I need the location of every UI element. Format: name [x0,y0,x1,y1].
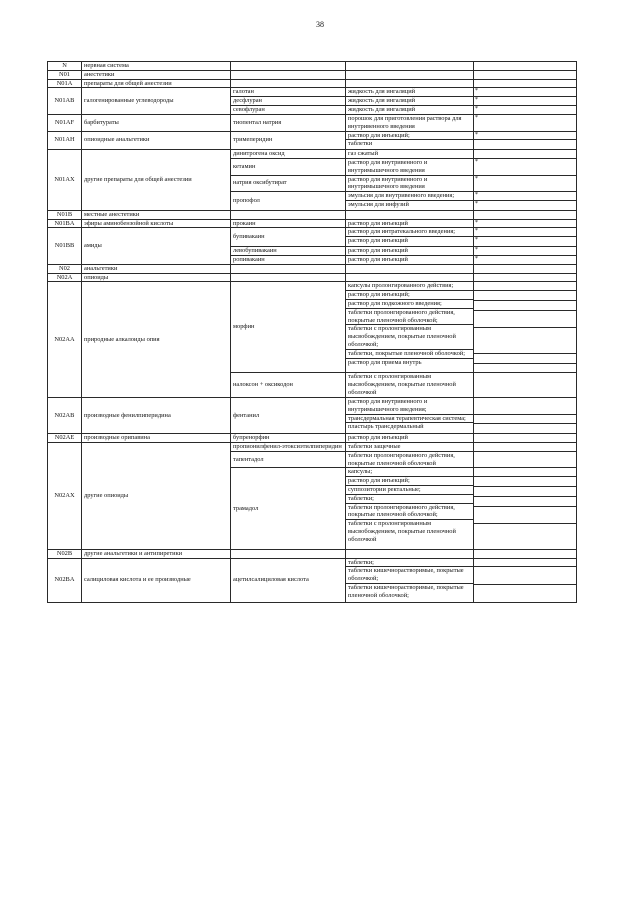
row-substance: бупренорфин [231,434,346,443]
row-dosage-forms [346,114,474,131]
row-group: препараты для общей анестезии [82,79,231,88]
row-dosage-forms [346,434,474,443]
dosage-form: раствор для внутривенного и внутримышечного введения; [348,397,428,413]
row-substance [231,70,346,79]
row-marks [474,88,577,97]
row-group: опиоиды [82,273,231,282]
row-marks [474,468,577,549]
marker: * [474,200,577,210]
table-row [48,442,577,451]
row-marks [474,158,577,175]
table-row [48,62,577,71]
row-code: N02AA [48,282,82,398]
marker: * [475,114,478,121]
row-dosage-forms [346,106,474,115]
row-marks [474,397,577,433]
marker [474,584,577,602]
dosage-form: жидкость для ингаляций [348,106,416,114]
table-row [48,434,577,443]
row-substance: ропивакаин [231,255,346,264]
marker [474,398,577,414]
row-marks [474,255,577,264]
table-row [48,210,577,219]
row-substance: пропофол [231,192,346,211]
row-dosage-forms [346,373,474,397]
table-row [48,549,577,558]
drug-classification-table [47,61,577,603]
row-marks [474,451,577,468]
dosage-form: таблетки с пролонгированным высвобождением, покрытые пленочной оболочкой; [346,324,473,348]
row-marks [474,442,577,451]
table-row [48,219,577,228]
row-substance [231,549,346,558]
row-dosage-forms [346,131,474,150]
row-marks [474,106,577,115]
row-dosage-forms [346,549,474,558]
row-substance: натрия оксибутират [231,175,346,192]
row-code: N02AX [48,442,82,549]
row-dosage-forms [346,228,474,247]
row-substance: налоксон + оксикодон [231,373,346,397]
dosage-form: эмульсия для инфузий [346,200,473,209]
row-code: N01B [48,210,82,219]
row-dosage-forms [346,442,474,451]
row-marks [474,282,577,373]
dosage-form: трансдермальная терапевтическая система; [346,414,473,423]
marker: * [475,247,478,254]
row-code: N02AB [48,397,82,433]
marker [474,290,577,300]
row-code: N01BB [48,228,82,264]
row-code: N02BA [48,558,82,602]
row-group: галогенированные углеводороды [82,88,231,114]
dosage-form: капсулы; [348,468,373,476]
dosage-form: раствор для подкожного введения; [346,299,473,308]
dosage-form: раствор для внутривенного и внутримышечного введения [348,158,428,174]
row-substance [231,264,346,273]
row-code: N01AB [48,88,82,114]
row-marks [474,219,577,228]
page-number: 38 [316,20,324,29]
row-dosage-forms [346,62,474,71]
dosage-form: таблетки пролонгированного действия, покрытые пленочной оболочкой; [346,503,473,520]
row-group: другие опиоиды [82,442,231,549]
table-row [48,558,577,602]
dosage-form: жидкость для ингаляций [348,88,416,96]
marker [474,414,577,424]
dosage-form: раствор для инъекций [348,247,408,255]
marker [474,139,577,149]
row-substance: морфин [231,282,346,373]
row-substance [231,79,346,88]
marker [474,496,577,506]
marker [474,363,577,373]
row-group: барбитураты [82,114,231,131]
marker: * [475,106,478,113]
dosage-form: порошок для приготовления раствора для внутривенного введения [348,114,462,130]
row-substance: динитрогена оксид [231,150,346,159]
table-row [48,273,577,282]
row-group: природные алкалоиды опия [82,282,231,398]
row-group: анестетики [82,70,231,79]
row-dosage-forms [346,451,474,468]
marker [474,452,577,468]
dosage-form: таблетки с пролонгированным высвобождением, покрытые пленочной оболочкой [346,519,473,543]
dosage-form: раствор для инъекций [348,434,408,442]
dosage-form: эмульсия для внутривенного введения; [348,192,455,200]
row-dosage-forms [346,79,474,88]
row-group: опиоидные анальгетики [82,131,231,150]
row-group: другие анальгетики и антипиретики [82,549,231,558]
row-substance [231,62,346,71]
marker: * [475,255,478,262]
row-dosage-forms [346,97,474,106]
row-code: N01AH [48,131,82,150]
dosage-form: таблетки пролонгированного действия, покрытые пленочной оболочкой; [346,308,473,325]
row-substance: тиопентал натрия [231,114,346,131]
marker [474,150,577,158]
table-row [48,264,577,273]
marker: * [475,219,478,226]
dosage-form: таблетки [346,139,473,148]
row-group: анальгетики [82,264,231,273]
row-dosage-forms [346,70,474,79]
row-dosage-forms [346,192,474,211]
row-group: эфиры аминобензойной кислоты [82,219,231,228]
row-substance [231,273,346,282]
row-dosage-forms [346,558,474,602]
row-dosage-forms [346,175,474,192]
row-code: N02 [48,264,82,273]
marker [474,559,577,567]
table-row [48,70,577,79]
row-substance: бупивакаин [231,228,346,247]
marker: * [475,97,478,104]
dosage-form: таблетки кишечнорастворимые, покрытые пленочной оболочкой; [346,583,473,600]
marker [474,486,577,496]
dosage-form: таблетки пролонгированного действия, покрытые пленочной оболочкой [348,451,455,467]
row-marks [474,175,577,192]
row-code: N01BA [48,219,82,228]
row-code: N02AE [48,434,82,443]
dosage-form: раствор для внутривенного и внутримышечного введения [348,175,428,191]
row-marks [474,558,577,602]
row-marks [474,549,577,558]
row-substance: ацетилсалициловая кислота [231,558,346,602]
dosage-form: жидкость для ингаляций [348,97,416,105]
row-code: N02B [48,549,82,558]
dosage-form: пластырь трансдермальный [346,422,473,431]
dosage-form: раствор для инъекций [348,255,408,263]
marker [474,476,577,486]
row-group: производные орипавина [82,434,231,443]
marker [474,300,577,310]
row-substance: пропионилфенил-этоксиэтилпиперидин [231,442,346,451]
dosage-form: раствор для инъекций; [346,290,473,299]
row-group: нервная система [82,62,231,71]
row-marks [474,131,577,150]
row-substance: галотан [231,88,346,97]
row-code: N01 [48,70,82,79]
marker [474,468,577,476]
marker [474,506,577,524]
row-substance: десфлуран [231,97,346,106]
row-code: N01AF [48,114,82,131]
row-code: N02A [48,273,82,282]
table-row [48,88,577,97]
dosage-form: таблетки; [346,494,473,503]
marker [474,282,577,290]
row-group: местные анестетики [82,210,231,219]
row-dosage-forms [346,282,474,373]
row-marks [474,114,577,131]
row-group: амиды [82,228,231,264]
row-dosage-forms [346,468,474,549]
row-marks [474,273,577,282]
row-marks [474,79,577,88]
dosage-form: раствор для приема внутрь [346,358,473,367]
row-substance: фентанил [231,397,346,433]
marker [474,353,577,363]
row-marks [474,247,577,256]
row-substance: трамадол [231,468,346,549]
dosage-form: таблетки; [348,558,374,566]
marker: * [475,192,478,199]
row-substance [231,210,346,219]
row-dosage-forms [346,219,474,228]
marker [474,423,577,433]
row-marks [474,150,577,159]
row-marks [474,210,577,219]
dosage-form: таблетки, покрытые пленочной оболочкой; [346,349,473,358]
marker [474,310,577,328]
dosage-form: раствор для инъекций; [346,476,473,485]
row-marks [474,62,577,71]
row-marks [474,434,577,443]
marker: * [475,175,478,182]
table-row [48,131,577,150]
marker [474,434,577,442]
row-marks [474,97,577,106]
table-row [48,79,577,88]
dosage-form: капсулы пролонгированного действия; [348,282,454,290]
row-marks [474,70,577,79]
marker [474,373,577,396]
dosage-form: раствор для интратекального введения; [348,228,456,236]
row-dosage-forms [346,210,474,219]
row-code: N [48,62,82,71]
row-marks [474,264,577,273]
dosage-form: раствор для инъекций [346,236,473,245]
dosage-form: суппозитории ректальные; [346,485,473,494]
row-substance: прокаин [231,219,346,228]
row-dosage-forms [346,88,474,97]
row-marks [474,192,577,211]
row-substance: тримеперидин [231,131,346,150]
row-dosage-forms [346,273,474,282]
row-dosage-forms [346,247,474,256]
row-substance: севофлуран [231,106,346,115]
marker [474,523,577,548]
row-group: производные фенилпиперидина [82,397,231,433]
row-dosage-forms [346,158,474,175]
row-substance: левобупивакаин [231,247,346,256]
row-substance: тапентадол [231,451,346,468]
dosage-form: таблетки кишечнорастворимые, покрытые оболочкой; [346,566,473,583]
marker [474,443,577,451]
row-substance: кетамин [231,158,346,175]
table-row [48,282,577,373]
row-code: N01AX [48,150,82,211]
row-dosage-forms [346,255,474,264]
row-dosage-forms [346,150,474,159]
row-marks [474,228,577,247]
table-row [48,114,577,131]
dosage-form: таблетки защечные [348,442,401,450]
row-marks [474,373,577,397]
table-row [48,397,577,433]
dosage-form: таблетки с пролонгированным высвобождением, покрытые пленочной оболочкой [348,373,456,397]
marker [474,566,577,584]
row-group: другие препараты для общей анестезии [82,150,231,211]
dosage-form: газ сжатый [348,150,379,158]
marker [474,327,577,352]
marker: * [474,236,577,246]
row-dosage-forms [346,397,474,433]
marker: * [475,88,478,95]
row-code: N01A [48,79,82,88]
table-row [48,228,577,247]
table-row [48,150,577,159]
dosage-form: раствор для инъекций; [348,131,410,139]
marker: * [475,158,478,165]
marker: * [475,228,478,235]
marker: * [475,131,478,138]
row-group: салициловая кислота и ее производные [82,558,231,602]
dosage-form: раствор для инъекций [348,219,408,227]
row-dosage-forms [346,264,474,273]
